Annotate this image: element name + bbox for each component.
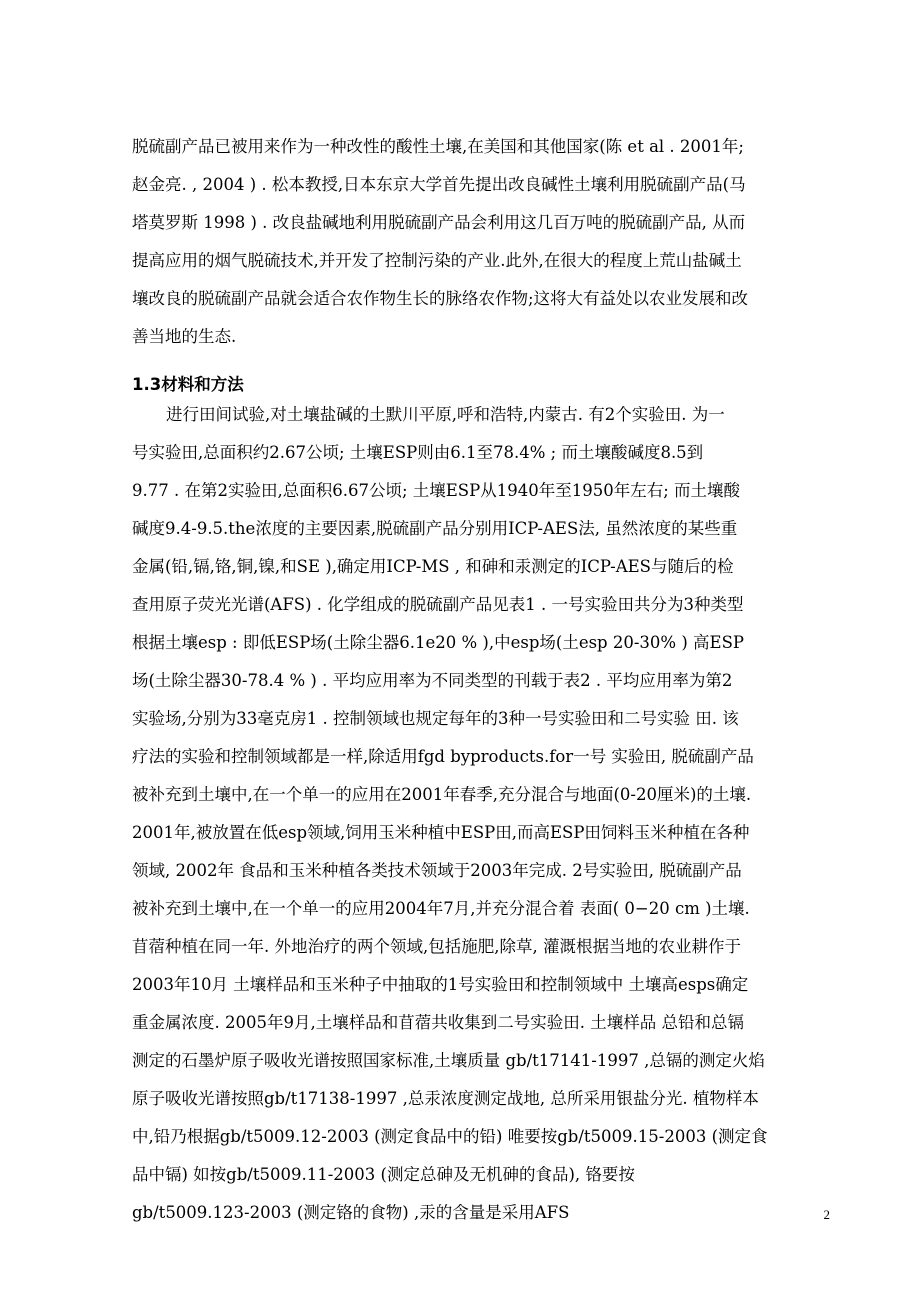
paragraph-line: 被补充到土壤中,在一个单一的应用在2001年春季,充分混合与地面(0-20厘米)的土壤.: [132, 785, 752, 804]
paragraph-line: 场(土除尘器30-78.4 % ) . 平均应用率为不同类型的刊载于表2 . 平均应用率为第2: [132, 671, 733, 690]
paragraph-line: 9.77 . 在第2实验田,总面积6.67公顷; 土壤ESP从1940年至1950年左右; 而土壤酸: [132, 481, 740, 500]
paragraph-line: 实验场,分别为33毫克房1 . 控制领域也规定每年的3种一号实验田和二号实验 田. 该: [132, 709, 739, 728]
paragraph-line: 领域, 2002年 食品和玉米种植各类技术领域于2003年完成. 2号实验田, 脱硫副产品: [132, 861, 742, 880]
paragraph-line: 根据土壤esp : 即低ESP场(土除尘器6.1e20 % ),中esp场(土esp 20-30% ) 高ESP: [132, 633, 744, 652]
paragraph-line: 赵金亮. , 2004 ) . 松本教授,日本东京大学首先提出改良碱性土壤利用脱硫副产品(马: [132, 175, 746, 194]
paragraph-line: gb/t5009.123-2003 (测定铬的食物) ,汞的含量是采用AFS: [132, 1203, 570, 1222]
paragraph-line: 查用原子荧光光谱(AFS) . 化学组成的脱硫副产品见表1 . 一号实验田共分为3种类型: [132, 595, 744, 614]
paragraph-line: 碱度9.4-9.5.the浓度的主要因素,脱硫副产品分别用ICP-AES法, 虽然浓度的某些重: [132, 519, 738, 538]
paragraph-line: 2001年,被放置在低esp领域,饲用玉米种植中ESP田,而高ESP田饲料玉米种植在各种: [132, 823, 750, 842]
paragraph-line: 脱硫副产品已被用来作为一种改性的酸性土壤,在美国和其他国家(陈 et al . 2001年;: [132, 137, 744, 156]
paragraph-line: 提高应用的烟气脱硫技术,并开发了控制污染的产业.此外,在很大的程度上荒山盐碱土: [132, 251, 742, 270]
paragraph-line: 金属(铅,镉,铬,铜,镍,和SE ),确定用ICP-MS , 和砷和汞测定的ICP-AES与随后的检: [132, 557, 734, 576]
paragraph-line: 塔莫罗斯 1998 ) . 改良盐碱地利用脱硫副产品会利用这几百万吨的脱硫副产品, 从而: [132, 213, 746, 232]
paragraph-line: 原子吸收光谱按照gb/t17138-1997 ,总汞浓度测定战地, 总所采用银盐分光. 植物样本: [132, 1089, 759, 1108]
paragraph-line: 品中镉) 如按gb/t5009.11-2003 (测定总砷及无机砷的食品), 铬要按: [132, 1165, 635, 1184]
paragraph-line: 号实验田,总面积约2.67公顷; 土壤ESP则由6.1至78.4% ; 而土壤酸碱度8.5到: [132, 443, 704, 462]
paragraph-line: 苜蓿种植在同一年. 外地治疗的两个领域,包括施肥,除草, 灌溉根据当地的农业耕作于: [132, 937, 741, 956]
paragraph-line: 测定的石墨炉原子吸收光谱按照国家标准,土壤质量 gb/t17141-1997 ,总镉的测定火焰: [132, 1051, 765, 1070]
section-heading: 1.3材料和方法: [132, 375, 244, 394]
paragraph-line: 疗法的实验和控制领域都是一样,除适用fgd byproducts.for一号 实验田, 脱硫副产品: [132, 747, 754, 766]
paragraph-line: 被补充到土壤中,在一个单一的应用2004年7月,并充分混合着 表面( 0−20 cm )土壤.: [132, 899, 750, 918]
page-number: 2: [823, 1207, 830, 1222]
paragraph-line: 2003年10月 土壤样品和玉米种子中抽取的1号实验田和控制领域中 土壤高esps确定: [132, 975, 749, 994]
paragraph-line: 善当地的生态.: [132, 327, 237, 346]
paragraph-line: 中,铅乃根据gb/t5009.12-2003 (测定食品中的铅) 唯要按gb/t5009.15-2003 (测定食: [132, 1127, 768, 1146]
paragraph-line: 壤改良的脱硫副产品就会适合农作物生长的脉络农作物;这将大有益处以农业发展和改: [132, 289, 749, 308]
paragraph-line: 重金属浓度. 2005年9月,土壤样品和苜蓿共收集到二号实验田. 土壤样品 总铅和总镉: [132, 1013, 744, 1032]
paragraph-line: 进行田间试验,对土壤盐碱的土默川平原,呼和浩特,内蒙古. 有2个实验田. 为一: [166, 405, 725, 424]
